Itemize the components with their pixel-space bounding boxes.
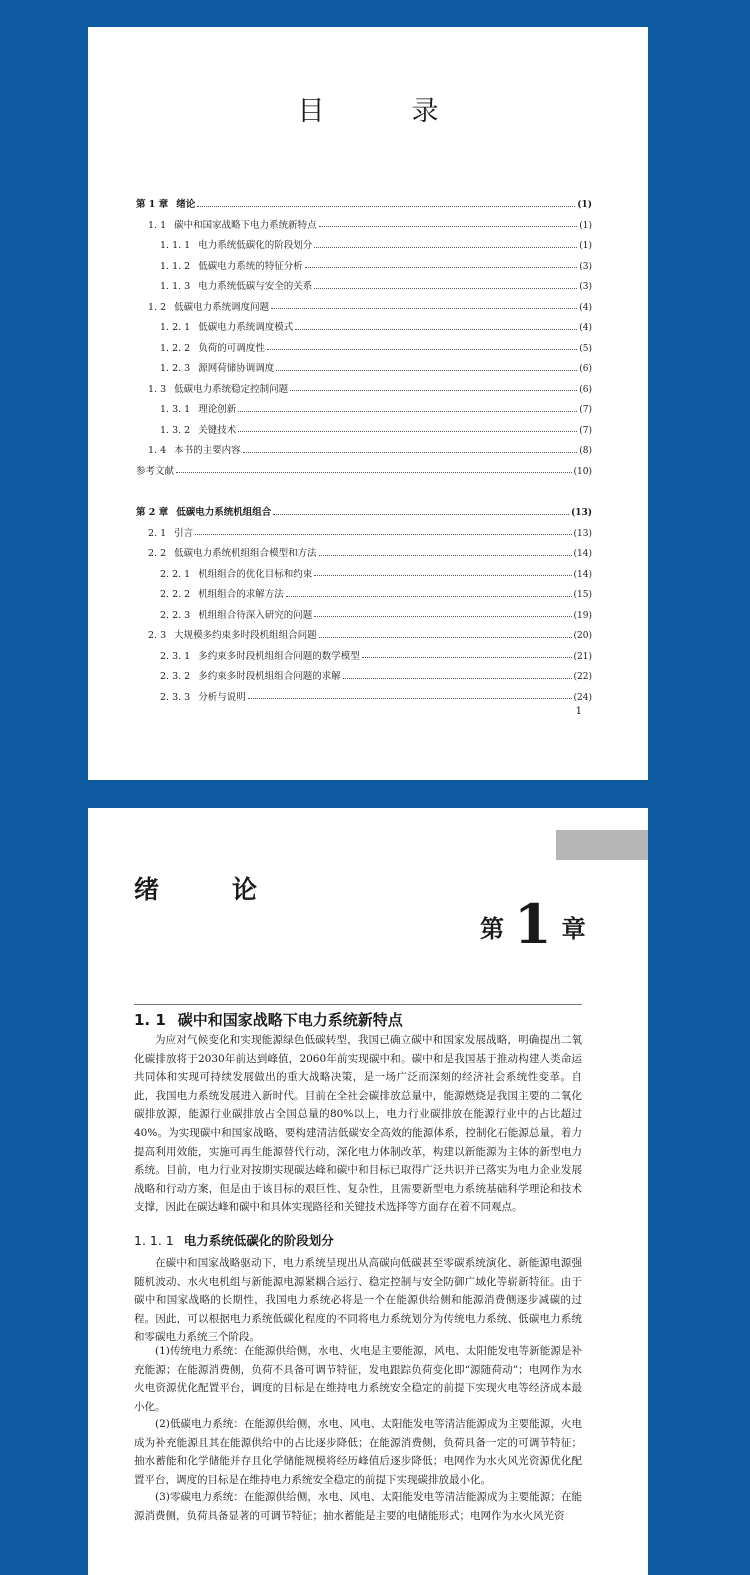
- toc-entry-number: 2. 2. 1: [160, 568, 191, 580]
- toc-leader-dots: [314, 247, 577, 248]
- toc-leader-dots: [276, 370, 577, 371]
- toc-leader-dots: [273, 514, 569, 515]
- toc-entry-number: 1. 1. 2: [160, 260, 191, 272]
- toc-leader-dots: [314, 616, 571, 617]
- toc-entry-page: (15): [573, 590, 592, 600]
- toc-entry-number: 2. 3. 2: [160, 671, 191, 682]
- toc-entry-page: (7): [579, 425, 592, 436]
- toc-leader-dots: [195, 534, 571, 535]
- toc-entry: [136, 667, 592, 688]
- toc-entry-number: 1. 2. 1: [160, 322, 191, 333]
- toc-entry: [136, 441, 592, 462]
- toc-leader-dots: [319, 226, 578, 227]
- toc-entry: [136, 421, 592, 442]
- toc-entry: [136, 688, 592, 709]
- subsection-number: 1. 1. 1: [134, 1233, 174, 1248]
- toc-entry-title: 低碳电力系统调度模式: [198, 322, 294, 333]
- toc-entry-title: 机组组合的求解方法: [198, 589, 284, 600]
- toc-entry-number: 2. 2. 2: [160, 589, 191, 600]
- toc-entry-title: 碳中和国家战略下电力系统新特点: [174, 219, 317, 231]
- toc-leader-dots: [314, 575, 571, 576]
- toc-entry-number: 1. 3: [148, 383, 167, 395]
- toc-entry-number: 1. 2. 2: [160, 342, 191, 354]
- toc-entry-title: 多约束多时段机组组合问题的求解: [198, 671, 341, 682]
- toc-entry-page: (7): [579, 405, 592, 415]
- toc-entry-title: 低碳电力系统机组组合: [176, 507, 272, 518]
- toc-entry-title: 参考文献: [136, 465, 175, 477]
- toc-list: [136, 195, 592, 708]
- toc-entry: [136, 400, 592, 421]
- chapter-label-number: 1: [514, 892, 552, 956]
- toc-chapter-entry: [136, 503, 592, 524]
- chapter-label: [480, 892, 586, 956]
- toc-entry-title: 绪论: [176, 199, 196, 210]
- toc-entry-number: 1. 2: [148, 301, 167, 313]
- toc-entry-title: 分析与说明: [198, 691, 246, 703]
- toc-entry-page: (4): [579, 302, 592, 313]
- section-heading: [134, 1009, 403, 1030]
- toc-page: [88, 27, 648, 780]
- toc-entry: [136, 626, 592, 647]
- toc-entry-title: 低碳电力系统机组组合模型和方法: [174, 548, 317, 559]
- page-number: 1: [575, 706, 582, 717]
- toc-leader-dots: [305, 267, 578, 268]
- toc-entry: [136, 380, 592, 401]
- toc-entry-page: (14): [573, 569, 592, 580]
- toc-entry-number: 第 2 章: [136, 507, 169, 518]
- toc-entry: [136, 606, 592, 627]
- toc-entry-title: 大规模多约束多时段机组组合问题: [174, 630, 317, 641]
- chapter-page: [88, 808, 648, 1575]
- paragraph: (1)传统电力系统：在能源供给侧，水电、火电是主要能源，风电、太阳能发电等新能源是补充能源；在能源消费侧，负荷不具备可调节特征，发电跟踪负荷变化即“源随荷动”；电网作为水火电资源优化配置平台，调度的目标是在维持电力系统安全稳定的前提下实现火电等经济成本最小化。: [134, 1345, 582, 1413]
- paragraph: 为应对气候变化和实现能源绿色低碳转型，我国已确立碳中和国家发展战略，明确提出二氧化碳排放将于2030年前达到峰值，2060年前实现碳中和。碳中和是我国基于推动构建人类命运共同体和实现可持续发展做出的重大战略决策，是一场广泛而深刻的经济社会系统性变革。自此，我国电力系统发展进入新时代。目前在全社会碳排放总量中，能源燃烧是我国主要的二氧化碳排放源，能源行业碳排放占全国总量的80%以上，电力行业碳排放在能源行业中的占比超过40%。为实现碳中和国家战略，要构建清洁低碳安全高效的能源体系，控制化石能源总量，着力提高利用效能，实施可再生能源替代行动，深化电力体制改革，构建以新能源为主体的新型电力系统。目前，电力行业对按期实现碳达峰和碳中和目标已取得广泛共识并已落实为电力企业发展战略和行动方案，但是由于该目标的艰巨性、复杂性，且需要新型电力系统基础科学理论和技术支撑，因此在碳达峰和碳中和具体实现路径和关键技术选择等方面存在着不同观点。: [134, 1034, 582, 1214]
- toc-entry: [136, 298, 592, 319]
- toc-title: 目 录: [297, 96, 469, 127]
- toc-entry-page: (13): [573, 528, 592, 539]
- toc-entry-number: 1. 1. 3: [160, 281, 191, 292]
- toc-entry-title: 电力系统低碳与安全的关系: [198, 281, 313, 292]
- toc-leader-dots: [319, 637, 572, 638]
- toc-leader-dots: [295, 329, 577, 330]
- toc-entry-title: 低碳电力系统的特征分析: [198, 260, 303, 272]
- section-number: 1. 1: [134, 1011, 166, 1029]
- toc-entry-page: (20): [573, 631, 592, 641]
- toc-entry: [136, 565, 592, 586]
- toc-entry-page: (5): [579, 343, 592, 354]
- toc-entry-number: 2. 2: [148, 548, 167, 559]
- toc-entry-number: 1. 1: [148, 219, 167, 231]
- chapter-tab-decoration: [556, 830, 648, 860]
- subsection-title: 电力系统低碳化的阶段划分: [183, 1233, 334, 1248]
- toc-entry-number: 2. 3: [148, 630, 167, 641]
- toc-entry-page: (1): [579, 241, 592, 251]
- paragraph: (3)零碳电力系统：在能源供给侧，水电、风电、太阳能发电等清洁能源成为主要能源；在能源消费侧，负荷具备显著的可调节特征；抽水蓄能是主要的电储能形式；电网作为水火风光资: [134, 1491, 582, 1522]
- toc-entry-page: (21): [573, 651, 592, 662]
- toc-entry-page: (4): [579, 323, 592, 333]
- toc-entry-title: 低碳电力系统调度问题: [174, 301, 270, 313]
- toc-entry-number: 第 1 章: [136, 199, 169, 210]
- toc-entry-title: 负荷的可调度性: [198, 342, 265, 354]
- toc-entry-number: 2. 2. 3: [160, 609, 191, 621]
- toc-entry-page: (19): [573, 610, 592, 621]
- toc-leader-dots: [197, 206, 575, 207]
- toc-leader-dots: [238, 431, 577, 432]
- toc-entry-page: (24): [573, 692, 592, 703]
- toc-leader-dots: [343, 678, 572, 679]
- toc-leader-dots: [362, 657, 572, 658]
- toc-entry-page: (8): [579, 446, 592, 456]
- toc-gap: [136, 482, 592, 503]
- toc-entry: [136, 277, 592, 298]
- toc-entry-title: 理论创新: [198, 404, 237, 415]
- toc-entry-title: 本书的主要内容: [174, 445, 241, 456]
- toc-entry-title: 机组组合的优化目标和约束: [198, 568, 313, 580]
- toc-entry-title: 引言: [174, 527, 194, 539]
- toc-entry-title: 电力系统低碳化的阶段划分: [198, 240, 313, 251]
- toc-entry: [136, 585, 592, 606]
- toc-entry-title: 关键技术: [198, 424, 237, 436]
- chapter-label-suffix: 章: [561, 914, 586, 943]
- toc-entry-title: 多约束多时段机组组合问题的数学模型: [198, 650, 360, 662]
- toc-entry: [136, 462, 592, 483]
- toc-entry-page: (3): [579, 261, 592, 272]
- toc-entry-title: 低碳电力系统稳定控制问题: [174, 383, 289, 395]
- toc-entry-number: 1. 1. 1: [160, 240, 191, 251]
- toc-entry-page: (6): [579, 384, 592, 395]
- toc-leader-dots: [271, 308, 577, 309]
- toc-entry: [136, 257, 592, 278]
- toc-leader-dots: [314, 288, 577, 289]
- toc-entry-number: 2. 1: [148, 527, 167, 539]
- toc-chapter-entry: [136, 195, 592, 216]
- toc-leader-dots: [290, 390, 577, 391]
- toc-leader-dots: [248, 698, 572, 699]
- toc-entry-number: 1. 4: [148, 445, 167, 456]
- toc-entry: [136, 524, 592, 545]
- toc-leader-dots: [319, 555, 572, 556]
- toc-entry: [136, 216, 592, 237]
- section-title: 碳中和国家战略下电力系统新特点: [177, 1011, 403, 1029]
- toc-entry: [136, 236, 592, 257]
- toc-leader-dots: [286, 596, 572, 597]
- toc-entry-page: (1): [577, 200, 592, 210]
- toc-entry-page: (3): [579, 282, 592, 292]
- chapter-label-prefix: 第: [480, 914, 504, 943]
- paragraph: 在碳中和国家战略驱动下，电力系统呈现出从高碳向低碳甚至零碳系统演化、新能源电源强随机波动、水火电机组与新能源电源紧耦合运行、稳定控制与安全防御广域化等崭新特征。由于碳中和国家战略的长期性，我国电力系统必将是一个在能源供给侧和能源消费侧逐步减碳的过程。因此，可以根据电力系统低碳化程度的不同将电力系统划分为传统电力系统、低碳电力系统和零碳电力系统三个阶段。: [134, 1257, 582, 1344]
- toc-entry-page: (10): [573, 466, 592, 477]
- toc-entry-page: (13): [570, 508, 592, 518]
- toc-entry-title: 机组组合待深入研究的问题: [198, 609, 313, 621]
- toc-entry-number: 1. 3. 2: [160, 424, 191, 436]
- paragraph: (2)低碳电力系统：在能源供给侧，水电、风电、太阳能发电等清洁能源成为主要能源，火电成为补充能源且其在能源供给中的占比逐步降低；在能源消费侧，负荷具备一定的可调节特征；抽水蓄能和化学储能并存且化学储能规模将经历峰值后逐步降低；电网作为水火风光资源优化配置平台，调度的目标是在维持电力系统安全稳定的前提下实现碳排放最小化。: [134, 1418, 582, 1486]
- chapter-title: 绪 论: [134, 875, 282, 904]
- toc-entry-number: 1. 3. 1: [160, 404, 191, 415]
- toc-entry-number: 2. 3. 3: [160, 691, 191, 703]
- toc-entry: [136, 339, 592, 360]
- toc-leader-dots: [267, 349, 578, 350]
- toc-entry: [136, 359, 592, 380]
- subsection-heading: [134, 1231, 334, 1249]
- toc-entry-number: 2. 3. 1: [160, 650, 191, 662]
- toc-entry-number: 1. 2. 3: [160, 363, 191, 374]
- toc-leader-dots: [176, 472, 572, 473]
- toc-entry: [136, 318, 592, 339]
- section-divider: [134, 1004, 582, 1005]
- toc-entry-page: (14): [573, 549, 592, 559]
- toc-leader-dots: [238, 411, 577, 412]
- toc-leader-dots: [243, 452, 578, 453]
- toc-entry-title: 源网荷储协调调度: [198, 363, 275, 374]
- toc-entry-page: (1): [579, 220, 592, 231]
- toc-entry-page: (22): [573, 672, 592, 682]
- toc-entry-page: (6): [579, 364, 592, 374]
- toc-entry: [136, 647, 592, 668]
- toc-entry: [136, 544, 592, 565]
